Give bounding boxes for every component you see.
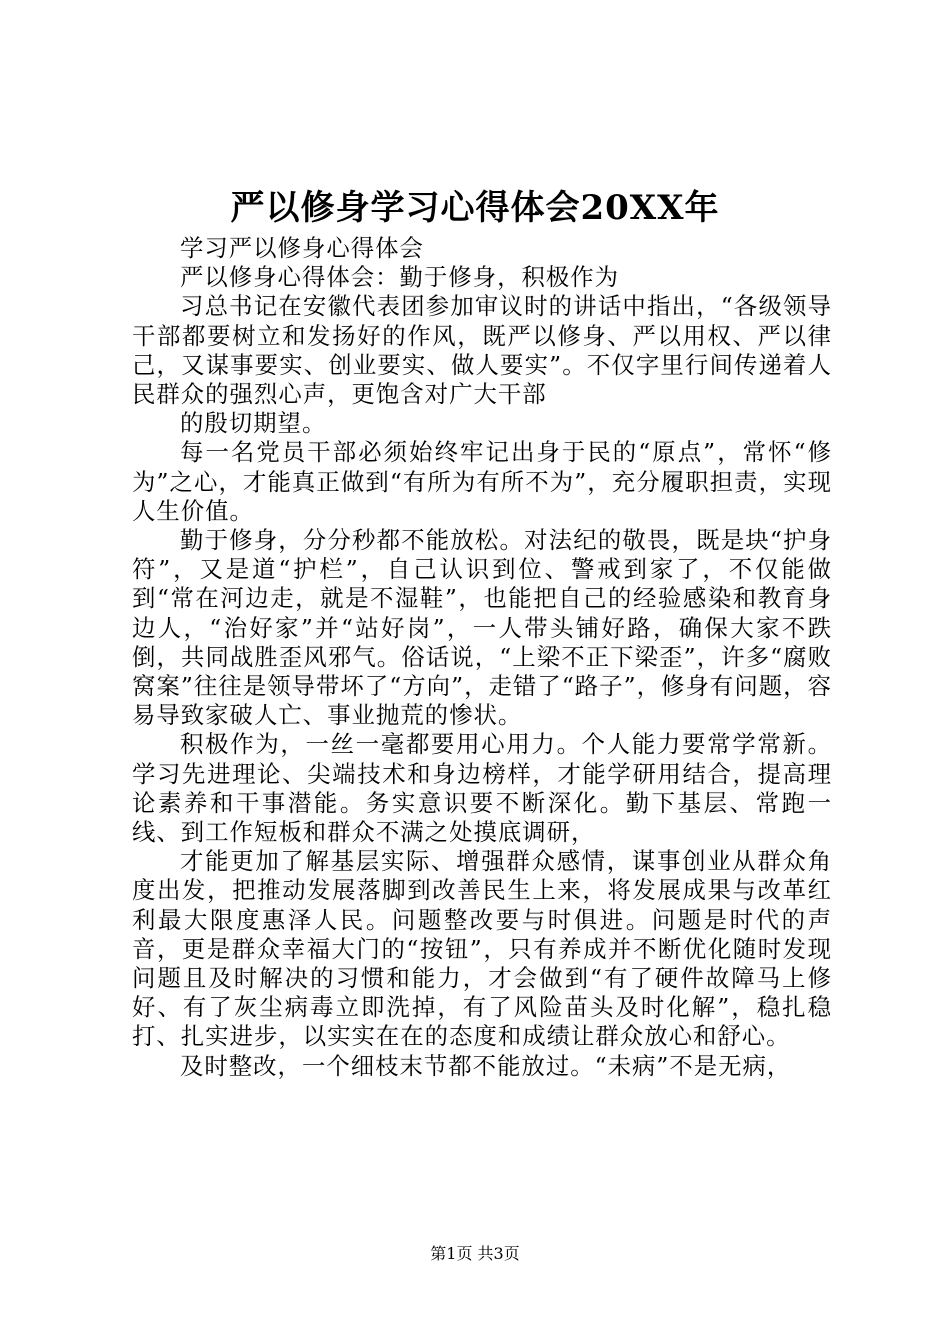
paragraph: 的殷切期望。 — [180, 409, 327, 438]
page-footer: 第1页 共3页 — [430, 1244, 520, 1263]
document-title: 严以修身学习心得体会20XX年 — [230, 188, 720, 228]
paragraph: 及时整改，一个细枝末节都不能放过。“未病”不是无病， — [180, 1051, 792, 1080]
document-body — [132, 234, 832, 1081]
paragraph: 每一名党员干部必须始终牢记出身于民的“原点”，常怀“修为”之心，才能真正做到“有所为有所不为”，充分履职担责，实现人生价值。 — [132, 438, 832, 525]
paragraph: 学习严以修身心得体会 — [180, 234, 424, 262]
paragraph: 积极作为，一丝一毫都要用心用力。个人能力要常学常新。学习先进理论、尖端技术和身边榜样，才能学研用结合，提高理论素养和干事潜能。务实意识要不断深化。勤下基层、常跑一线、到工作短板和群众不满之处摸底调研， — [132, 730, 832, 847]
paragraph: 才能更加了解基层实际、增强群众感情，谋事创业从群众角度出发，把推动发展落脚到改善民生上来，将发展成果与改革红利最大限度惠泽人民。问题整改要与时俱进。问题是时代的声音，更是群众幸福大门的“按钮”，只有养成并不断优化随时发现问题且及时解决的习惯和能力，才会做到“有了硬件故障马上修好、有了灰尘病毒立即洗掉，有了风险苗头及时化解”，稳扎稳打、扎实进步，以实实在在的态度和成绩让群众放心和舒心。 — [132, 847, 832, 1051]
paragraph: 勤于修身，分分秒都不能放松。对法纪的敬畏，既是块“护身符”，又是道“护栏”，自己认识到位、警戒到家了，不仅能做到“常在河边走，就是不湿鞋”，也能把自己的经验感染和教育身边人，“治好家”并“站好岗”，一人带头铺好路，确保大家不跌倒，共同战胜歪风邪气。俗话说，“上梁不正下梁歪”，许多“腐败窝案”往往是领导带坏了“方向”，走错了“路子”，修身有问题，容易导致家破人亡、事业抛荒的惨状。 — [132, 526, 832, 730]
paragraph: 习总书记在安徽代表团参加审议时的讲话中指出，“各级领导干部都要树立和发扬好的作风，既严以修身、严以用权、严以律己，又谋事要实、创业要实、做人要实”。不仅字里行间传递着人民群众的强烈心声，更饱含对广大干部 — [132, 292, 832, 409]
paragraph: 严以修身心得体会：勤于修身，积极作为 — [180, 263, 620, 292]
